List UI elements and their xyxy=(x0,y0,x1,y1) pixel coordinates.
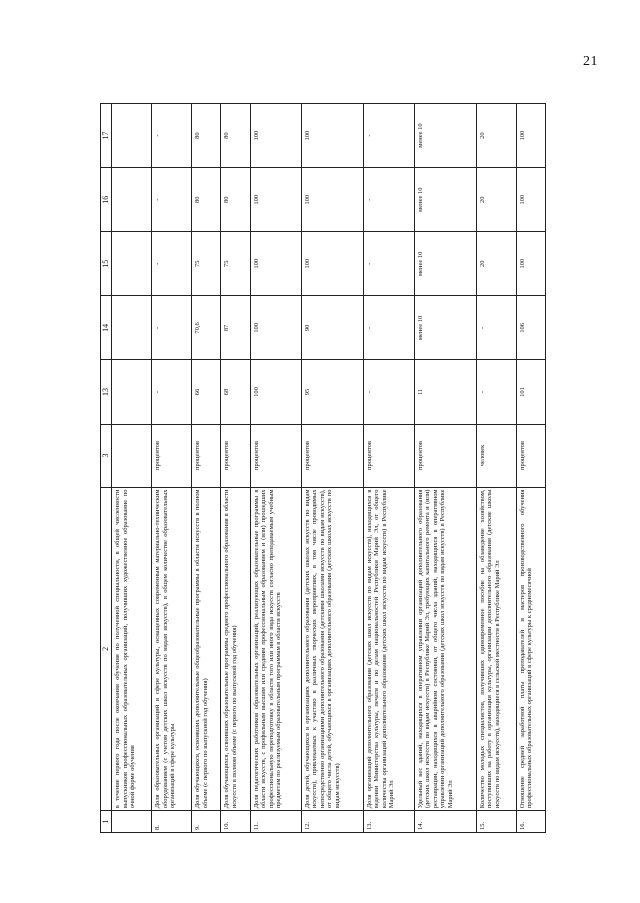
value-cell: 100 xyxy=(301,104,363,168)
value-cell: 87 xyxy=(221,296,250,360)
header-cell: 16 xyxy=(101,168,112,232)
header-cell: 1 xyxy=(101,811,112,833)
value-cell: 100 xyxy=(250,296,301,360)
header-cell: 3 xyxy=(101,424,112,487)
row-number-cell: 16. xyxy=(516,811,545,833)
header-cell: 17 xyxy=(101,104,112,168)
header-cell: 13 xyxy=(101,360,112,424)
header-cell: 15 xyxy=(101,232,112,296)
row-number-cell xyxy=(112,811,152,833)
table-row xyxy=(250,104,301,833)
value-cell: 75 xyxy=(221,232,250,296)
value-cell: 100 xyxy=(250,360,301,424)
value-cell: - xyxy=(152,360,192,424)
unit-cell: процентов xyxy=(192,424,221,487)
unit-cell: процентов xyxy=(516,424,545,487)
value-cell: - xyxy=(363,232,414,296)
table-row xyxy=(112,104,152,833)
value-cell: 95 xyxy=(301,360,363,424)
table-row xyxy=(152,104,192,833)
value-cell: менее 10 xyxy=(414,232,476,296)
row-number-cell: 13. xyxy=(363,811,414,833)
value-cell: - xyxy=(152,104,192,168)
value-cell: 100 xyxy=(301,168,363,232)
row-number-cell: 14. xyxy=(414,811,476,833)
value-cell: 75 xyxy=(192,232,221,296)
unit-cell: процентов xyxy=(152,424,192,487)
header-cell: 14 xyxy=(101,296,112,360)
table-row xyxy=(301,104,363,833)
table-header-row xyxy=(101,104,112,833)
value-cell: 66 xyxy=(192,360,221,424)
value-cell xyxy=(112,360,152,424)
value-cell: 100 xyxy=(516,168,545,232)
indicator-name-cell: Доля организаций дополнительного образования (детских школ искусств по видам искусств), находящихся в ведении Министерства культуры, печати и по делам национальностей Республики Марий Эл, от общего количества организаций дополнительного образования (детских школ искусств по видам искусств) в Республике Марий Эл xyxy=(363,487,414,811)
unit-cell: процентов xyxy=(301,424,363,487)
value-cell xyxy=(112,296,152,360)
row-number-cell: 11. xyxy=(250,811,301,833)
table-body xyxy=(112,104,546,833)
value-cell: 20 xyxy=(476,104,516,168)
value-cell: 100 xyxy=(250,232,301,296)
value-cell: менее 10 xyxy=(414,168,476,232)
value-cell: - xyxy=(363,296,414,360)
row-number-cell: 10. xyxy=(221,811,250,833)
unit-cell: процентов xyxy=(250,424,301,487)
value-cell: - xyxy=(363,168,414,232)
unit-cell: процентов xyxy=(414,424,476,487)
value-cell: 106 xyxy=(516,296,545,360)
header-cell: 2 xyxy=(101,487,112,811)
indicator-name-cell: Доля педагогических работников образовательных организаций, реализующих образовательные программы в области искусств, с профильным высшим или средним профессиональным образованием и (или) прошедших профессиональную переподготовку в области того или иного вида искусств согласно преподаваемым учебным предметам по реализуемым образовательным программам в области искусств xyxy=(250,487,301,811)
table-row xyxy=(192,104,221,833)
value-cell: менее 10 xyxy=(414,296,476,360)
indicator-name-cell: Удельный вес зданий, находящихся в оперативном управлении организаций дополнительного образования (детских школ искусств по видам искусств) в Республике Марий Эл, требующих капитального ремонта и (или) реставрации, находящихся в аварийном состоянии, от общего числа зданий, находящихся в оперативном управлении организаций дополнительного образования (детских школ искусств по видам искусств) в Республике Марий Эл xyxy=(414,487,476,811)
value-cell: 100 xyxy=(516,104,545,168)
value-cell: 70,6 xyxy=(192,296,221,360)
table-row xyxy=(476,104,516,833)
value-cell: 80 xyxy=(221,104,250,168)
value-cell: 80 xyxy=(221,168,250,232)
indicator-name-cell: Доля образовательных организаций в сфере культуры, оснащенных современным материально-техническим оборудованием (с учетом детских школ искусств по видам искусств), в общем количестве образовательных организаций в сфере культуры xyxy=(152,487,192,811)
value-cell: - xyxy=(363,104,414,168)
value-cell: 100 xyxy=(516,232,545,296)
value-cell: - xyxy=(152,296,192,360)
table-row xyxy=(363,104,414,833)
value-cell: менее 10 xyxy=(414,104,476,168)
value-cell: - xyxy=(476,360,516,424)
value-cell: 20 xyxy=(476,232,516,296)
value-cell: - xyxy=(476,296,516,360)
row-number-cell: 12. xyxy=(301,811,363,833)
value-cell: 11 xyxy=(414,360,476,424)
row-number-cell: 9. xyxy=(192,811,221,833)
value-cell: - xyxy=(152,232,192,296)
indicator-name-cell: Доля обучающихся, освоивших дополнительные общеобразовательные программы в области искусств в полном объеме (с первого по выпускной год обучения) xyxy=(192,487,221,811)
value-cell: 20 xyxy=(476,168,516,232)
unit-cell: процентов xyxy=(221,424,250,487)
table-row xyxy=(414,104,476,833)
value-cell: 100 xyxy=(250,168,301,232)
indicator-name-cell: Количество молодых специалистов, получивших единовременное пособие на обзаведение хозяйством, поступивших на работу в организации культуры, организации дополнительного образования (детские школы искусств по видам искусств), находящиеся в сельской местности в Республике Марий Эл xyxy=(476,487,516,811)
value-cell: 80 xyxy=(192,104,221,168)
indicator-name-cell: Доля детей, обучающихся в организациях дополнительного образования (детских школах искусств по видам искусств), привлекаемых к участию в различных творческих мероприятиях, в том числе проводимых непосредственно организациями дополнительного образования (детскими школами искусств по видам искусств), от общего числа детей, обучающихся в организациях дополнительного образования (детских школах искусств по видам искусств) xyxy=(301,487,363,811)
value-cell: 68 xyxy=(221,360,250,424)
row-number-cell: 15. xyxy=(476,811,516,833)
table-row xyxy=(516,104,545,833)
value-cell: 100 xyxy=(301,232,363,296)
value-cell: - xyxy=(152,168,192,232)
indicator-name-cell: Отношение средней заработной платы преподавателей и мастеров производственного обучения профессиональных образовательных организаций в сфере культуры к среднемесячной xyxy=(516,487,545,811)
value-cell xyxy=(112,168,152,232)
unit-cell: процентов xyxy=(363,424,414,487)
indicators-table xyxy=(100,103,546,833)
row-number-cell: 8. xyxy=(152,811,192,833)
page-number: 21 xyxy=(583,54,598,69)
unit-cell xyxy=(112,424,152,487)
indicator-name-cell: в течение первого года после окончания обучения по полученной специальности, в общей численности выпускников профессиональных образовательных организаций, получивших художественное образование по очной форме обучения xyxy=(112,487,152,811)
value-cell: 101 xyxy=(516,360,545,424)
rotated-table-wrapper xyxy=(100,103,546,833)
value-cell xyxy=(112,232,152,296)
value-cell: 90 xyxy=(301,296,363,360)
value-cell: 100 xyxy=(250,104,301,168)
table-row xyxy=(221,104,250,833)
value-cell: - xyxy=(363,360,414,424)
value-cell: 80 xyxy=(192,168,221,232)
indicator-name-cell: Доля обучающихся, освоивших образовательные программы среднего профессионального образования в области искусств в полном объеме (с первого по выпускной год обучения) xyxy=(221,487,250,811)
value-cell xyxy=(112,104,152,168)
unit-cell: человек xyxy=(476,424,516,487)
